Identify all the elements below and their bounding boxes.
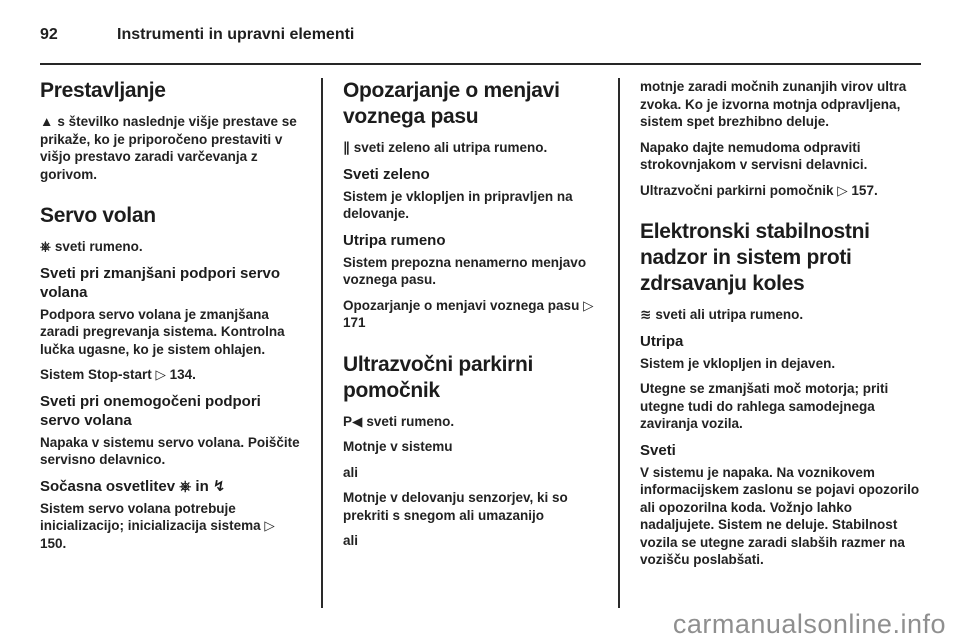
paragraph-sveti-napaka: V sistemu je napaka. Na voznikovem informacijskem zaslonu se pojavi opozorilo ali opozorilna koda. Vožnjo lahko nadaljujete. Sistem ne deluje. Stabilnost vozila se utegne zaradi slabših razmer na vozišču poslabšati.	[640, 464, 920, 567]
paragraph-text: sveti rumeno.	[366, 413, 455, 429]
subheading-socasna-osvetlitev: Sočasna osvetlitev ⎈ in ↯	[40, 477, 226, 495]
heading-esc: Elektronski stabilnostni nadzor in sistem proti zdrsavanju koles	[640, 220, 870, 295]
paragraph-motnje-sistem: Motnje v sistemu	[343, 439, 453, 454]
heading-opozarjanje-menjava-pasu: Opozarjanje o menjavi voznega pasu	[343, 79, 560, 128]
watermark-text: carmanualsonline.info	[672, 609, 946, 639]
paragraph-sveti-zeleno: Sistem je vklopljen in pripravljen na delovanje.	[343, 188, 573, 221]
paragraph-text: sveti ali utripa rumeno.	[655, 307, 804, 322]
subheading-onemogocena-podpora: Sveti pri onemogočeni podpori servo volana	[40, 392, 261, 429]
column-left	[40, 76, 302, 560]
subheading-zmanjsana-podpora: Sveti pri zmanjšani podpori servo volana	[40, 264, 281, 301]
esc-skid-icon: ≋	[640, 307, 652, 322]
paragraph-parking-lamp	[343, 413, 601, 431]
lane-departure-icon: ∥	[343, 140, 350, 155]
paragraph-ali-1: ali	[343, 464, 359, 480]
column-middle	[343, 76, 601, 558]
paragraph-text: sveti rumeno.	[54, 239, 143, 254]
parking-assist-icon: P◀	[343, 413, 363, 429]
column-divider	[321, 78, 323, 608]
paragraph-prestavljanje	[40, 113, 302, 183]
paragraph-lane-lamp	[343, 139, 601, 157]
heading-prestavljanje: Prestavljanje	[40, 79, 166, 102]
paragraph-utripa-1: Sistem je vklopljen in dejaven.	[640, 355, 836, 371]
paragraph-servo-lamp	[40, 238, 302, 256]
paragraph-text: sveti zeleno ali utripa rumeno.	[353, 140, 548, 155]
page-title: Instrumenti in upravni elementi	[117, 26, 355, 43]
subheading-sveti-zeleno: Sveti zeleno	[343, 165, 430, 183]
page-number: 92	[40, 26, 58, 43]
paragraph-onemogocena-podpora: Napaka v sistemu servo volana. Poiščite servisno delavnico.	[40, 434, 300, 467]
paragraph-napako-odpraviti: Napako dajte nemudoma odpraviti strokovnjakom v servisni delavnici.	[640, 139, 868, 172]
header-rule	[40, 63, 921, 65]
paragraph-parking-ref: Ultrazvočni parkirni pomočnik ▷ 157.	[640, 182, 878, 198]
paragraph-text: s številko naslednje višje prestave se prikaže, ko je priporočeno prestaviti v višjo prestavo zaradi varčevanja z gorivom.	[40, 114, 297, 182]
paragraph-motnje-senzorji: Motnje v delovanju senzorjev, ki so prekriti s snegom ali umazanijo	[343, 490, 568, 523]
paragraph-lane-ref: Opozarjanje o menjavi voznega pasu ▷ 171	[343, 297, 594, 330]
upshift-arrow-icon: ▲	[40, 114, 54, 129]
heading-servo-volan: Servo volan	[40, 204, 156, 227]
subheading-sveti: Sveti	[640, 441, 676, 459]
subheading-utripa-rumeno: Utripa rumeno	[343, 231, 446, 249]
paragraph-ali-2: ali	[343, 533, 359, 548]
column-right	[640, 76, 922, 577]
heading-ultrazvocni-parkirni: Ultrazvočni parkirni pomočnik	[343, 352, 534, 402]
power-steering-icon: ⎈	[40, 239, 51, 254]
paragraph-esc-lamp	[640, 306, 922, 324]
paragraph-utripa-2: Utegne se zmanjšati moč motorja; priti utegne tudi do rahlega samodejnega zaviranja vozila.	[640, 381, 889, 431]
paragraph-stop-start-ref: Sistem Stop-start ▷ 134.	[40, 367, 196, 382]
paragraph-inicializacija: Sistem servo volana potrebuje inicializacijo; inicializacija sistema ▷ 150.	[40, 500, 275, 551]
column-divider	[618, 78, 620, 608]
subheading-utripa: Utripa	[640, 332, 684, 350]
paragraph-motnje-ultrazvok: motnje zaradi močnih zunanjih virov ultra zvoka. Ko je izvorna motnja odpravljena, sistem spet brezhibno deluje.	[640, 79, 907, 129]
paragraph-utripa-rumeno: Sistem prepozna nenamerno menjavo voznega pasu.	[343, 254, 587, 287]
paragraph-zmanjsana-podpora: Podpora servo volana je zmanjšana zaradi pregrevanja sistema. Kontrolna lučka ugasne, ko je sistem ohlajen.	[40, 306, 285, 357]
